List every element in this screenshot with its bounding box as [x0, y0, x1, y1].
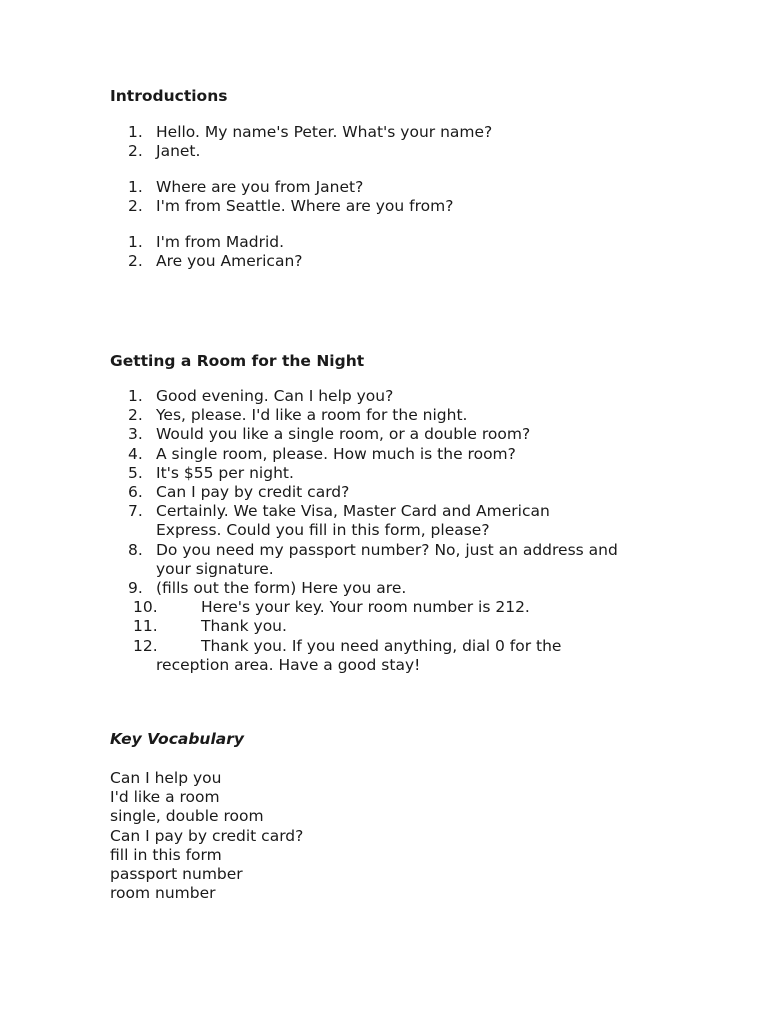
list-item	[0, 445, 768, 464]
list-item	[0, 233, 768, 252]
item-text: (fills out the form) Here you are.	[156, 579, 407, 598]
item-text: Do you need my passport number? No, just an address and your signature.	[156, 540, 618, 578]
item-number: 3.	[128, 425, 143, 444]
list-item	[0, 387, 768, 406]
vocab-item: Can I help you	[110, 769, 222, 787]
list-item	[0, 502, 768, 540]
item-text: Certainly. We take Visa, Master Card and American Express. Could you fill in this form, please?	[156, 502, 550, 540]
item-text: Hello. My name's Peter. What's your name?	[156, 123, 493, 141]
vocabulary-list	[110, 769, 303, 903]
item-number: 1.	[128, 387, 143, 405]
item-text: Can I pay by credit card?	[156, 483, 350, 502]
item-number: 2.	[128, 252, 143, 271]
list-item	[0, 483, 768, 502]
item-number: 2.	[128, 406, 143, 425]
item-text: Here's your key. Your room number is 212.	[201, 598, 530, 617]
item-number: 8.	[128, 540, 143, 559]
item-text: Where are you from Janet?	[156, 178, 364, 196]
item-number: 10.	[133, 598, 158, 617]
item-number: 1.	[128, 178, 143, 196]
item-number: 1.	[128, 123, 143, 141]
list-item	[0, 637, 768, 675]
item-text: Yes, please. I'd like a room for the night.	[156, 406, 468, 425]
list-item	[0, 464, 768, 483]
list-item	[0, 598, 768, 617]
item-number: 1.	[128, 233, 143, 251]
item-number: 2.	[128, 197, 143, 216]
vocab-item: I'd like a room	[110, 788, 220, 807]
item-text: Would you like a single room, or a double room?	[156, 425, 531, 444]
item-number: 6.	[128, 483, 143, 502]
list-item	[0, 579, 768, 598]
vocabulary-heading: Key Vocabulary	[110, 730, 244, 748]
list-item	[0, 197, 768, 216]
item-text: A single room, please. How much is the room?	[156, 444, 516, 463]
item-number: 2.	[128, 142, 143, 161]
item-text: Thank you.	[201, 617, 287, 636]
vocab-item: Can I pay by credit card?	[110, 826, 304, 845]
intro-dialogue-2	[0, 178, 768, 216]
item-text: Good evening. Can I help you?	[156, 387, 394, 405]
item-number: 11.	[133, 617, 158, 636]
item-number: 4.	[128, 444, 143, 463]
list-item	[0, 406, 768, 425]
list-item	[0, 541, 768, 579]
intro-dialogue-3	[0, 233, 768, 271]
introductions-heading: Introductions	[110, 87, 228, 105]
item-number: 9.	[128, 579, 143, 598]
list-item	[0, 123, 768, 142]
list-item	[0, 142, 768, 161]
item-text: Janet.	[156, 142, 201, 161]
vocab-item: fill in this form	[110, 845, 222, 864]
vocab-item: passport number	[110, 865, 243, 884]
item-number: 5.	[128, 463, 143, 482]
room-dialogue	[0, 387, 768, 675]
item-text: It's $55 per night.	[156, 463, 294, 482]
room-heading: Getting a Room for the Night	[110, 352, 365, 370]
item-text-continued: reception area. Have a good stay!	[156, 655, 421, 674]
vocab-item: single, double room	[110, 807, 264, 826]
list-item	[0, 425, 768, 444]
list-item	[0, 252, 768, 271]
intro-dialogue-1	[0, 123, 768, 161]
item-text: Are you American?	[156, 252, 303, 271]
item-number: 12.	[133, 636, 158, 655]
vocab-item: room number	[110, 884, 216, 903]
item-number: 7.	[128, 502, 143, 521]
list-item	[0, 617, 768, 636]
list-item	[0, 178, 768, 197]
item-text: Thank you. If you need anything, dial 0 for the	[201, 636, 562, 655]
item-text: I'm from Madrid.	[156, 233, 285, 251]
item-text: I'm from Seattle. Where are you from?	[156, 197, 454, 216]
